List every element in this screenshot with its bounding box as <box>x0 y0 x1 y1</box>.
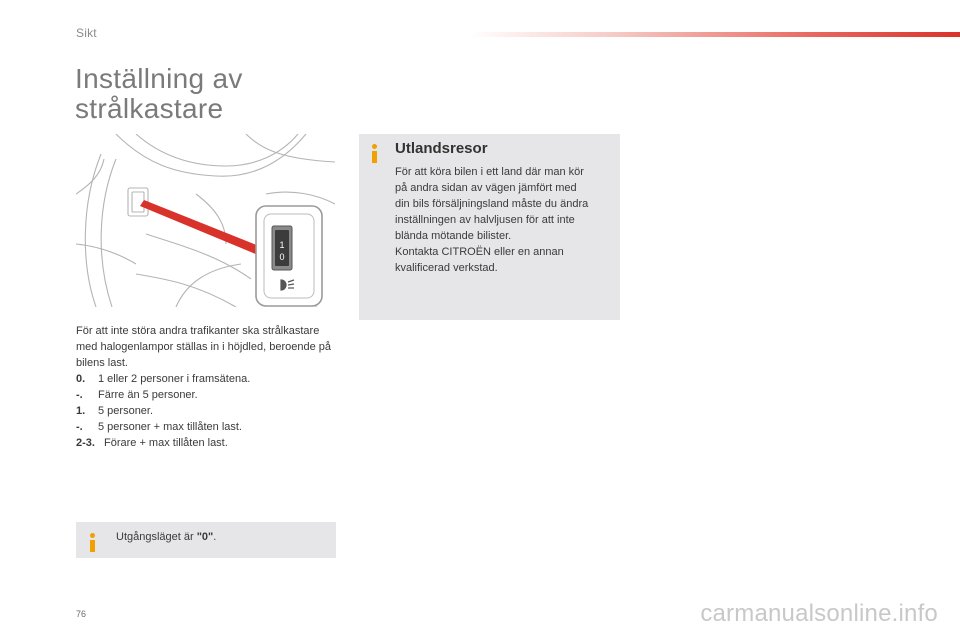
abroad-text-line: din bils försäljningsland måste du ändra <box>395 198 589 210</box>
abroad-text-line: Kontakta CITROËN eller en annan <box>395 246 564 258</box>
setting-item <box>76 403 338 419</box>
page-title <box>75 64 243 124</box>
header-accent-bar <box>470 32 960 37</box>
setting-item <box>76 371 338 387</box>
setting-key: -. <box>76 421 83 433</box>
note-text-prefix: Utgångsläget är <box>116 531 197 543</box>
setting-item <box>76 419 338 435</box>
dial-label-1: 1 <box>279 240 285 250</box>
intro-paragraph: För att inte störa andra trafikanter ska strålkastare med halogenlampor ställas in i höjdled, beroende på bilens last. <box>76 325 332 369</box>
setting-text: Färre än 5 personer. <box>98 389 198 401</box>
page-title-line-2: strålkastare <box>75 93 224 124</box>
setting-item <box>76 387 338 403</box>
note-suffix: . <box>213 531 217 543</box>
note-value: "0" <box>196 531 214 543</box>
setting-text: 1 eller 2 personer i framsätena. <box>98 373 251 385</box>
setting-text: Förare + max tillåten last. <box>104 437 228 449</box>
abroad-info-box <box>359 134 620 320</box>
setting-key: 2-3. <box>76 437 95 449</box>
body-text <box>76 323 338 451</box>
abroad-title: Utlandsresor <box>395 140 488 157</box>
abroad-text-line: på andra sidan av vägen jämfört med <box>395 182 577 194</box>
watermark: carmanualsonline.info <box>700 600 938 627</box>
setting-key: 0. <box>76 373 86 385</box>
setting-key: -. <box>76 389 83 401</box>
setting-key: 1. <box>76 405 86 417</box>
section-label: Sikt <box>76 26 97 40</box>
dashboard-drawing-icon <box>76 134 335 307</box>
abroad-text-line: blända mötande bilister. <box>395 230 512 242</box>
default-position-note <box>76 522 336 558</box>
abroad-text <box>395 164 617 276</box>
setting-item <box>76 435 338 451</box>
info-icon <box>370 144 380 166</box>
setting-text: 5 personer + max tillåten last. <box>98 421 242 433</box>
setting-text: 5 personer. <box>98 405 154 417</box>
info-icon <box>88 533 98 553</box>
abroad-text-line: kvalificerad verkstad. <box>395 262 498 274</box>
dial-label-0: 0 <box>279 252 285 262</box>
note-text <box>116 531 216 543</box>
abroad-text-line: inställningen av halvljusen för att inte <box>395 214 575 226</box>
page-number: 76 <box>76 609 87 619</box>
abroad-text-line: För att köra bilen i ett land där man kör <box>395 166 584 178</box>
headlamp-adjustment-illustration <box>76 134 335 307</box>
page-title-line-1: Inställning av <box>75 63 243 94</box>
